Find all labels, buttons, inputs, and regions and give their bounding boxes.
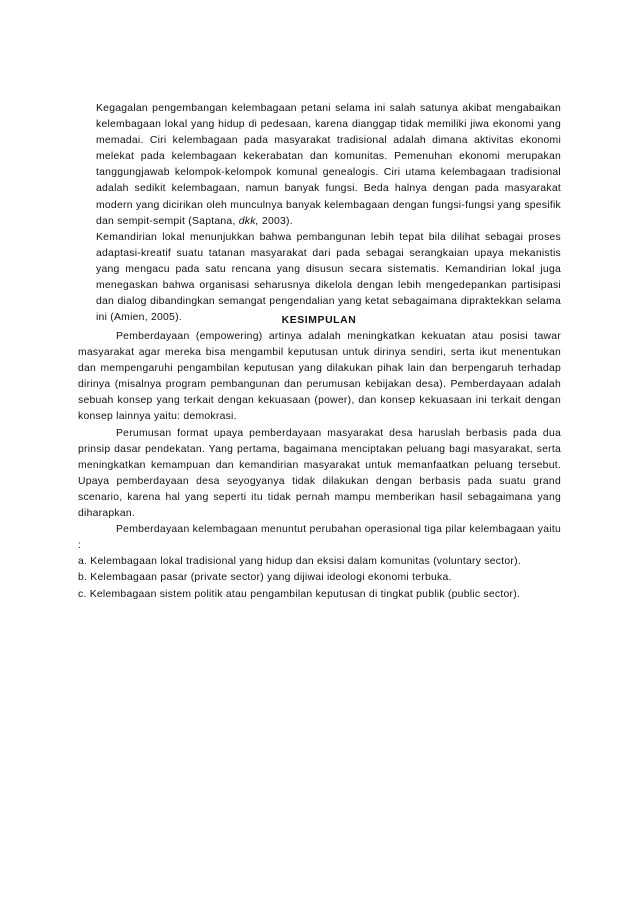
conclusion-paragraph-2: Perumusan format upaya pemberdayaan masyarakat desa haruslah berbasis pada dua prinsip dasar pendekatan. Yang pertama, bagaimana menciptakan peluang bagi masyarakat, serta meningkatkan kemampuan dan kemandirian masyarakat untuk memanfaatkan peluang tersebut. Upaya pemberdayaan desa seyogyanya tidak dilakukan dengan berbasis pada suatu grand scenario, karena hal yang seperti itu tidak pernah mampu memberikan hasil sebagaimana yang diharapkan. (78, 427, 561, 520)
intro-paragraph-2: Kemandirian lokal menunjukkan bahwa pembangunan lebih tepat bila dilihat sebagai proses adaptasi-kreatif suatu tatanan masyarakat dari pada sebagai serangkaian upaya mekanistis yang mengacu pada satu rencana yang disusun secara sistematis. Kemandirian lokal juga menegaskan bahwa organisasi seharusnya dikelola dengan lebih mengedepankan partisipasi dan dialog dibandingkan semangat pengendalian yang ketat sebagaimana dipraktekkan selama ini (Amien, 2005). (96, 231, 561, 324)
intro-paragraph-1-text: Kegagalan pengembangan kelembagaan petani selama ini salah satunya akibat mengabaikan kelembagaan lokal yang hidup di pedesaan, karena dianggap tidak memiliki jiwa ekonomi yang memadai. Ciri kelembagaan pada masyarakat tradisional adalah dimana aktivitas ekonomi melekat pada kelembagaan kekerabatan dan komunitas. Pemenuhan ekonomi merupakan tanggungjawab kelompok-kelompok komunal genealogis. Ciri utama kelembagaan tradisional adalah sedikit kelembagaan, namun banyak fungsi. Beda halnya dengan pada masyarakat modern yang dicirikan oleh munculnya banyak kelembagaan dengan fungsi-fungsi yang spesifik dan sempit-sempit (Saptana, (96, 103, 561, 227)
conclusion-paragraph-3: Pemberdayaan kelembagaan menuntut perubahan operasional tiga pilar kelembagaan yaitu : (78, 524, 561, 552)
conclusion-section (78, 329, 561, 603)
section-heading: KESIMPULAN (281, 315, 357, 326)
intro-paragraph-1 (96, 101, 561, 230)
list-item: b. Kelembagaan pasar (private sector) yang dijiwai ideologi ekonomi terbuka. (78, 572, 452, 584)
list-item: a. Kelembagaan lokal tradisional yang hidup dan eksisi dalam komunitas (voluntary sector). (78, 556, 521, 568)
intro-paragraph-1-emphasis: dkk, (238, 215, 259, 227)
list-item: c. Kelembagaan sistem politik atau pengambilan keputusan di tingkat publik (public sector). (78, 588, 521, 600)
intro-paragraph-1-citation: 2003). (258, 215, 293, 227)
conclusion-paragraph-1: Pemberdayaan (empowering) artinya adalah meningkatkan kekuatan atau posisi tawar masyarakat agar mereka bisa mengambil keputusan untuk dirinya sendiri, serta ikut menentukan dan mempengaruhi pengambilan keputusan yang dilakukan pihak lain dan berpengaruh terhadap dirinya (misalnya program pembangunan dan perumusan kebijakan desa). Pemberdayaan adalah sebuah konsep yang terkait dengan kekuasaan (power), dan konsep kekuasaan ini terkait dengan konsep lainnya yaitu: demokrasi. (78, 331, 561, 423)
intro-section (96, 101, 561, 326)
